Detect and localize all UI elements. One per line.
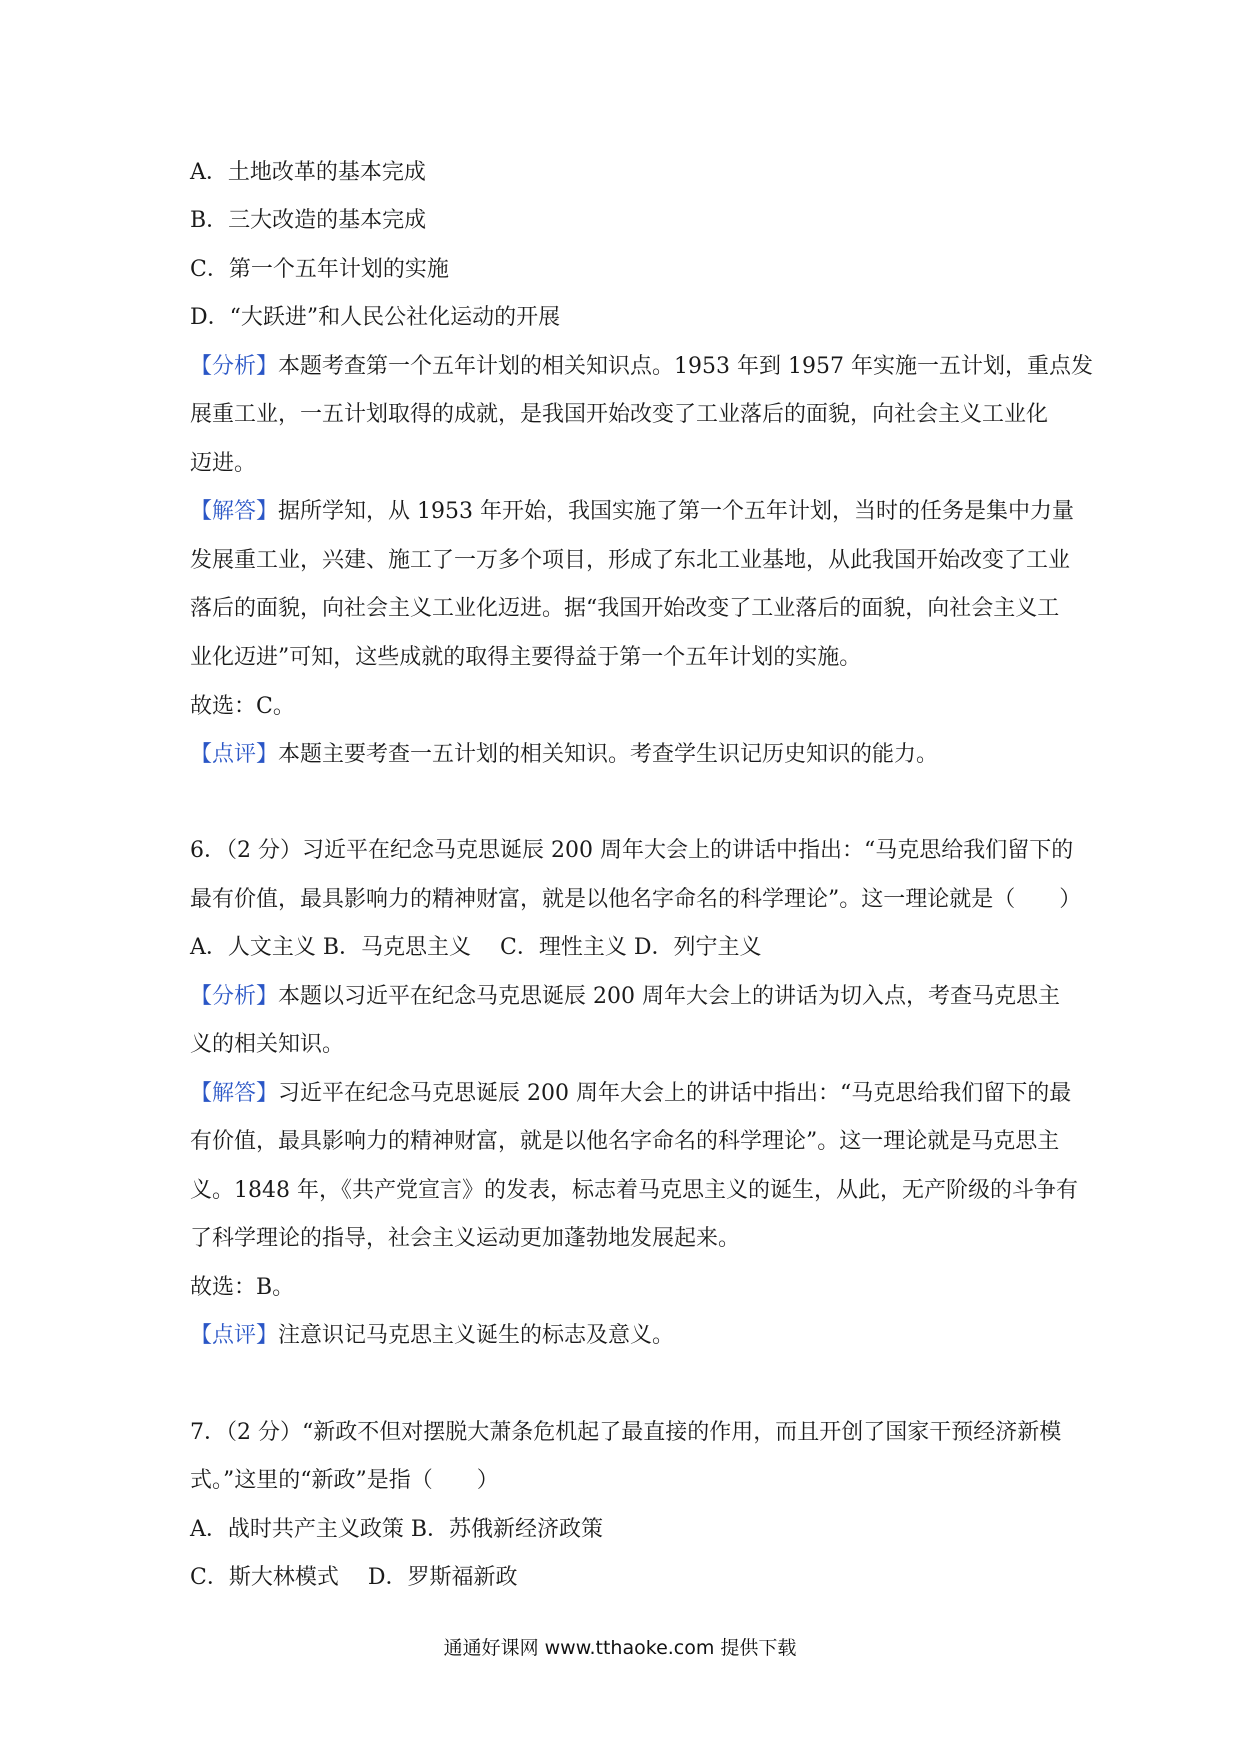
comment-tag: 【点评】 xyxy=(190,742,279,767)
q7-options-line: A．战时共产主义政策 B．苏俄新经济政策 xyxy=(190,1517,604,1542)
answer-text: 据所学知，从 1953 年开始，我国实施了第一个五年计划，当时的任务是集中力量 xyxy=(278,499,1074,524)
q5-choice: 故选：C。 xyxy=(190,694,295,719)
q5-analysis-line: 迈进。 xyxy=(190,451,257,476)
comment-tag: 【点评】 xyxy=(190,1323,279,1348)
q6-analysis-line: 义的相关知识。 xyxy=(190,1032,345,1057)
answer-tag: 【解答】 xyxy=(190,499,279,524)
q5-comment-line xyxy=(190,740,1060,770)
analysis-tag: 【分析】 xyxy=(190,354,279,379)
q6-stem-line: 6．（2 分）习近平在纪念马克思诞辰 200 周年大会上的讲话中指出：“马克思给我们留下的 xyxy=(190,838,1074,863)
answer-tag: 【解答】 xyxy=(190,1081,279,1106)
analysis-tag: 【分析】 xyxy=(190,984,279,1009)
q5-answer-line: 发展重工业，兴建、施工了一万多个项目，形成了东北工业基地，从此我国开始改变了工业 xyxy=(190,548,1071,573)
q6-answer-line: 义。1848 年，《共产党宣言》的发表，标志着马克思主义的诞生，从此，无产阶级的斗争有 xyxy=(190,1178,1078,1203)
q6-comment-line xyxy=(190,1321,1060,1351)
q5-answer-line: 落后的面貌，向社会主义工业化迈进。据“我国开始改变了工业落后的面貌，向社会主义工 xyxy=(190,596,1060,621)
q5-answer-line: 业化迈进”可知，这些成就的取得主要得益于第一个五年计划的实施。 xyxy=(190,645,862,670)
analysis-text: 本题以习近平在纪念马克思诞辰 200 周年大会上的讲话为切入点，考查马克思主 xyxy=(278,984,1060,1009)
q5-answer-line xyxy=(190,497,1074,527)
answer-text: 习近平在纪念马克思诞辰 200 周年大会上的讲话中指出：“马克思给我们留下的最 xyxy=(278,1081,1072,1106)
q6-stem-line: 最有价值，最具影响力的精神财富，就是以他名字命名的科学理论”。这一理论就是（ ） xyxy=(190,887,1082,912)
q5-option-b: B．三大改造的基本完成 xyxy=(190,208,427,233)
q5-option-d: D．“大跃进”和人民公社化运动的开展 xyxy=(190,305,561,330)
q5-option-a: A．土地改革的基本完成 xyxy=(190,160,426,185)
q6-choice: 故选：B。 xyxy=(190,1275,295,1300)
q6-answer-line: 有价值，最具影响力的精神财富，就是以他名字命名的科学理论”。这一理论就是马克思主 xyxy=(190,1129,1060,1154)
q6-answer-line xyxy=(190,1079,1072,1109)
q7-stem-line: 式。”这里的“新政”是指（ ） xyxy=(190,1468,499,1493)
q6-answer-line: 了科学理论的指导，社会主义运动更加蓬勃地发展起来。 xyxy=(190,1226,741,1251)
q5-analysis-line xyxy=(190,352,1093,382)
page-footer: 通通好课网 www.tthaoke.com 提供下载 xyxy=(443,1637,797,1659)
q5-option-c: C．第一个五年计划的实施 xyxy=(190,257,449,282)
comment-text: 本题主要考查一五计划的相关知识。考查学生识记历史知识的能力。 xyxy=(278,742,939,767)
comment-text: 注意识记马克思主义诞生的标志及意义。 xyxy=(278,1323,675,1348)
q6-options: A．人文主义 B．马克思主义 C．理性主义 D．列宁主义 xyxy=(190,935,762,960)
q6-analysis-line xyxy=(190,982,1060,1012)
q7-options-line: C．斯大林模式 D．罗斯福新政 xyxy=(190,1565,518,1590)
q5-analysis-line: 展重工业，一五计划取得的成就，是我国开始改变了工业落后的面貌，向社会主义工业化 xyxy=(190,402,1049,427)
q7-stem-line: 7．（2 分）“新政不但对摆脱大萧条危机起了最直接的作用，而且开创了国家干预经济新模 xyxy=(190,1420,1062,1445)
analysis-text: 本题考查第一个五年计划的相关知识点。1953 年到 1957 年实施一五计划，重点发 xyxy=(278,354,1093,379)
